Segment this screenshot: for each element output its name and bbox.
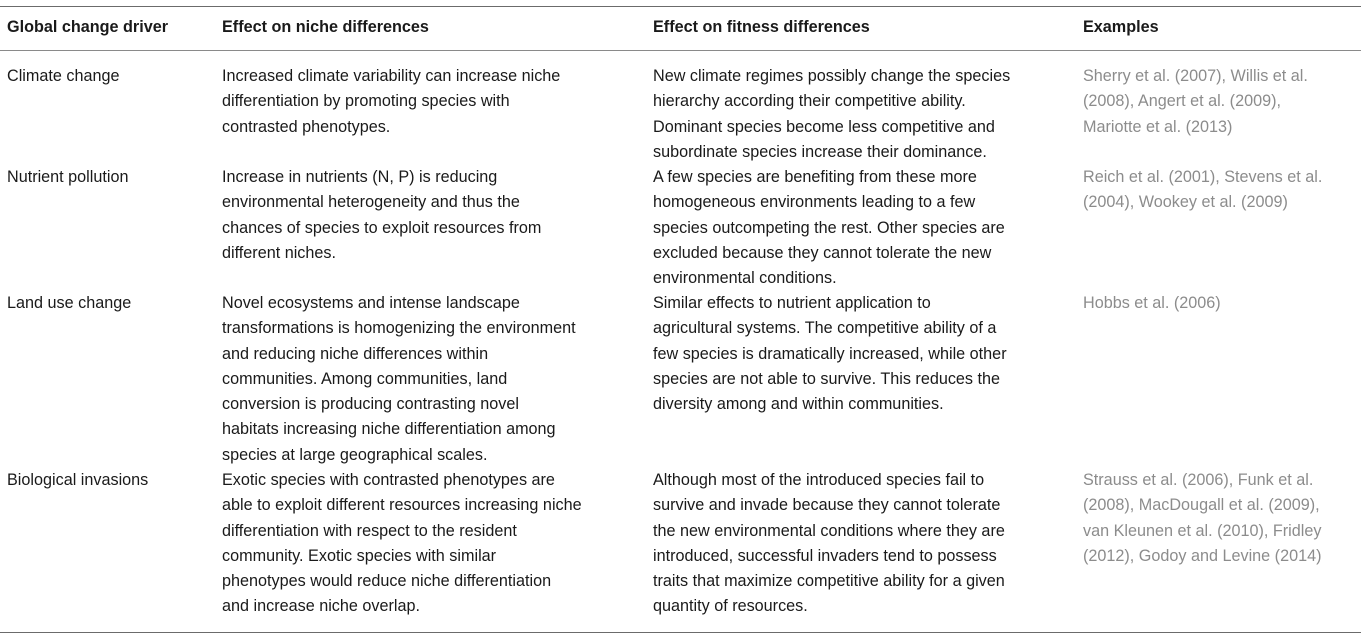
text-line: subordinate species increase their dominance. <box>653 142 987 161</box>
text-line: Increase in nutrients (N, P) is reducing <box>222 168 498 186</box>
header-fitness-differences: Effect on fitness differences <box>653 18 870 36</box>
row-landuse-driver: Land use change <box>7 294 132 312</box>
text-line: habitats increasing niche differentiation among <box>222 420 556 439</box>
text-line: Although most of the introduced species fail to <box>653 471 985 489</box>
table-bottom-rule <box>0 632 1361 633</box>
row-climate-fitness <box>653 64 1010 165</box>
text-line: phenotypes would reduce niche differentiation <box>222 572 552 591</box>
text-line: Similar effects to nutrient application to <box>653 294 931 312</box>
header-global-change-driver: Global change driver <box>7 18 169 36</box>
row-climate-driver: Climate change <box>7 67 120 85</box>
text-line: communities. Among communities, land <box>222 369 508 388</box>
text-line: hierarchy according their competitive ability. <box>653 92 966 111</box>
text-line: introduced, successful invaders tend to possess <box>653 546 997 565</box>
header-rule <box>0 50 1361 51</box>
row-invasions-driver: Biological invasions <box>7 471 149 489</box>
text-line: species are not able to survive. This reduces the <box>653 369 1001 388</box>
header-examples: Examples <box>1083 18 1159 36</box>
text-line: Hobbs et al. (2006) <box>1083 294 1221 312</box>
text-line: homogeneous environments leading to a few <box>653 193 976 212</box>
text-line: agricultural systems. The competitive ability of a <box>653 319 997 338</box>
text-line: transformations is homogenizing the environment <box>222 319 576 338</box>
text-line: survive and invade because they cannot tolerate <box>653 496 1001 515</box>
row-nutrient-fitness <box>653 165 1005 291</box>
text-line: species outcompeting the rest. Other species are <box>653 218 1005 237</box>
text-line: van Kleunen et al. (2010), Fridley <box>1083 521 1322 540</box>
text-line: and increase niche overlap. <box>222 597 420 616</box>
text-line: traits that maximize competitive ability for a given <box>653 572 1005 591</box>
header-niche-differences: Effect on niche differences <box>222 18 429 36</box>
text-line: Dominant species become less competitive and <box>653 117 995 136</box>
row-climate-examples <box>1083 64 1308 140</box>
text-line: and reducing niche differences within <box>222 344 489 363</box>
text-line: few species is dramatically increased, while other <box>653 344 1007 363</box>
text-line: quantity of resources. <box>653 597 808 616</box>
table-top-rule <box>0 6 1361 7</box>
text-line: Exotic species with contrasted phenotypes are <box>222 471 555 489</box>
row-nutrient-niche <box>222 165 541 266</box>
text-line: (2008), MacDougall et al. (2009), <box>1083 496 1320 515</box>
text-line: Strauss et al. (2006), Funk et al. <box>1083 471 1314 489</box>
text-line: environmental conditions. <box>653 269 837 288</box>
text-line: (2008), Angert et al. (2009), <box>1083 92 1281 111</box>
row-invasions-fitness <box>653 468 1005 620</box>
row-invasions-examples <box>1083 468 1321 569</box>
text-line: A few species are benefiting from these more <box>653 168 977 186</box>
text-line: able to exploit different resources increasing niche <box>222 496 582 515</box>
row-climate-niche <box>222 64 560 140</box>
text-line: community. Exotic species with similar <box>222 546 497 565</box>
text-line: the new environmental conditions where they are <box>653 521 1005 540</box>
text-line: (2004), Wookey et al. (2009) <box>1083 193 1288 212</box>
text-line: contrasted phenotypes. <box>222 117 391 136</box>
row-landuse-fitness <box>653 291 1007 417</box>
text-line: excluded because they cannot tolerate the new <box>653 243 992 262</box>
text-line: Increased climate variability can increase niche <box>222 67 561 85</box>
row-landuse-examples <box>1083 291 1221 316</box>
text-line: (2012), Godoy and Levine (2014) <box>1083 546 1322 565</box>
text-line: New climate regimes possibly change the species <box>653 67 1011 85</box>
text-line: different niches. <box>222 243 336 262</box>
text-line: Reich et al. (2001), Stevens et al. <box>1083 168 1323 186</box>
row-nutrient-examples <box>1083 165 1322 216</box>
text-line: conversion is producing contrasting novel <box>222 395 519 414</box>
text-line: species at large geographical scales. <box>222 445 488 464</box>
row-landuse-niche <box>222 291 576 468</box>
text-line: Mariotte et al. (2013) <box>1083 117 1233 136</box>
text-line: diversity among and within communities. <box>653 395 944 414</box>
text-line: differentiation with respect to the resident <box>222 521 517 540</box>
row-nutrient-driver: Nutrient pollution <box>7 168 129 186</box>
text-line: Sherry et al. (2007), Willis et al. <box>1083 67 1308 85</box>
text-line: environmental heterogeneity and thus the <box>222 193 520 212</box>
text-line: Novel ecosystems and intense landscape <box>222 294 520 312</box>
text-line: chances of species to exploit resources from <box>222 218 542 237</box>
row-invasions-niche <box>222 468 582 620</box>
text-line: differentiation by promoting species with <box>222 92 510 111</box>
